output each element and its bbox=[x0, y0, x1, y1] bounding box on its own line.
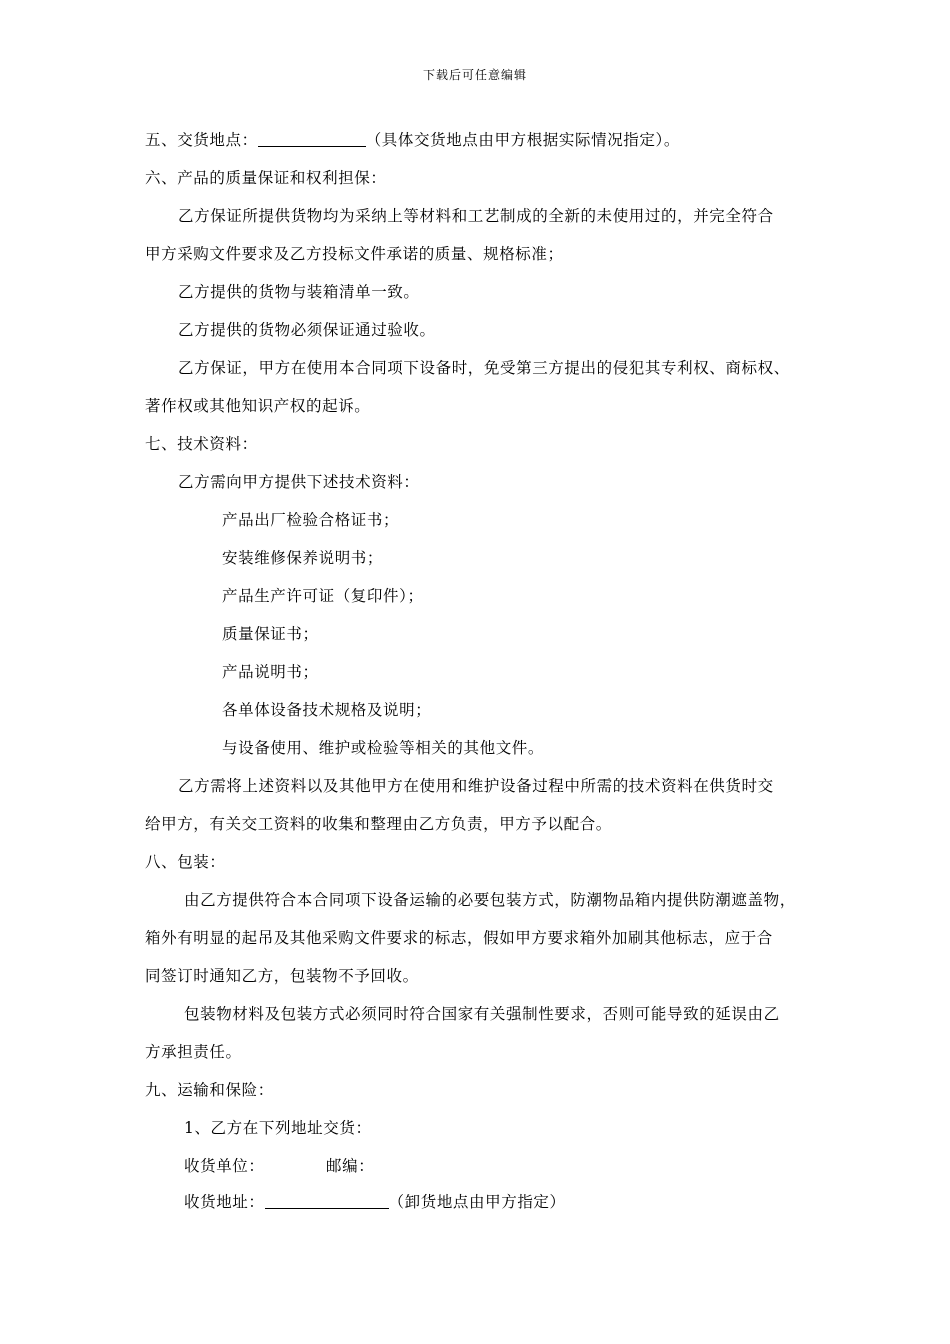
section-5-label: 五、交货地点： bbox=[145, 131, 258, 149]
tech-doc-item: 产品出厂检验合格证书； bbox=[222, 511, 400, 529]
section-8-para-1b: 箱外有明显的起吊及其他采购文件要求的标志，假如甲方要求箱外加刷其他标志，应于合 bbox=[145, 929, 773, 947]
tech-doc-item: 各单体设备技术规格及说明； bbox=[222, 701, 432, 719]
section-7-para-a: 乙方需将上述资料以及其他甲方在使用和维护设备过程中所需的技术资料在供货时交 bbox=[178, 777, 774, 795]
page-header: 下载后可任意编辑 bbox=[422, 68, 527, 82]
tech-doc-item: 产品生产许可证（复印件）； bbox=[222, 587, 424, 605]
section-9-item-1: 1、乙方在下列地址交货： bbox=[184, 1119, 372, 1137]
receiver-address-line bbox=[184, 1190, 566, 1212]
section-6-para-4a: 乙方保证，甲方在使用本合同项下设备时，免受第三方提出的侵犯其专利权、商标权、 bbox=[178, 359, 790, 377]
receiver-address-label: 收货地址： bbox=[184, 1193, 265, 1211]
section-6-para-4b: 著作权或其他知识产权的起诉。 bbox=[145, 397, 371, 415]
section-8-para-1a: 由乙方提供符合本合同项下设备运输的必要包装方式，防潮物品箱内提供防潮遮盖物， bbox=[184, 891, 796, 909]
section-7-intro: 乙方需向甲方提供下述技术资料： bbox=[178, 473, 420, 491]
receiver-address-blank bbox=[265, 1194, 389, 1209]
section-8-para-2b: 方承担责任。 bbox=[145, 1043, 242, 1061]
section-9-title: 九、运输和保险： bbox=[145, 1081, 274, 1099]
section-7-title: 七、技术资料： bbox=[145, 435, 258, 453]
receiver-unit-label: 收货单位： bbox=[184, 1157, 265, 1175]
section-6-para-1a: 乙方保证所提供货物均为采纳上等材料和工艺制成的全新的未使用过的，并完全符合 bbox=[178, 207, 774, 225]
section-6-para-3: 乙方提供的货物必须保证通过验收。 bbox=[178, 321, 436, 339]
section-8-para-2a: 包装物材料及包装方式必须同时符合国家有关强制性要求，否则可能导致的延误由乙 bbox=[184, 1005, 780, 1023]
receiver-address-note: （卸货地点由甲方指定） bbox=[388, 1193, 566, 1211]
tech-doc-item: 与设备使用、维护或检验等相关的其他文件。 bbox=[222, 739, 545, 757]
delivery-place-blank bbox=[258, 132, 366, 147]
section-5-line bbox=[145, 128, 680, 150]
section-6-title: 六、产品的质量保证和权利担保： bbox=[145, 169, 387, 187]
zip-code-label: 邮编： bbox=[326, 1157, 375, 1175]
tech-doc-item: 质量保证书； bbox=[222, 625, 319, 643]
section-8-title: 八、包装： bbox=[145, 853, 226, 871]
tech-doc-item: 产品说明书； bbox=[222, 663, 319, 681]
tech-doc-item: 安装维修保养说明书； bbox=[222, 549, 384, 567]
section-6-para-2: 乙方提供的货物与装箱清单一致。 bbox=[178, 283, 420, 301]
section-7-para-b: 给甲方，有关交工资料的收集和整理由乙方负责，甲方予以配合。 bbox=[145, 815, 612, 833]
section-8-para-1c: 同签订时通知乙方，包装物不予回收。 bbox=[145, 967, 419, 985]
section-5-note: （具体交货地点由甲方根据实际情况指定）。 bbox=[365, 131, 680, 149]
section-6-para-1b: 甲方采购文件要求及乙方投标文件承诺的质量、规格标准； bbox=[145, 245, 564, 263]
